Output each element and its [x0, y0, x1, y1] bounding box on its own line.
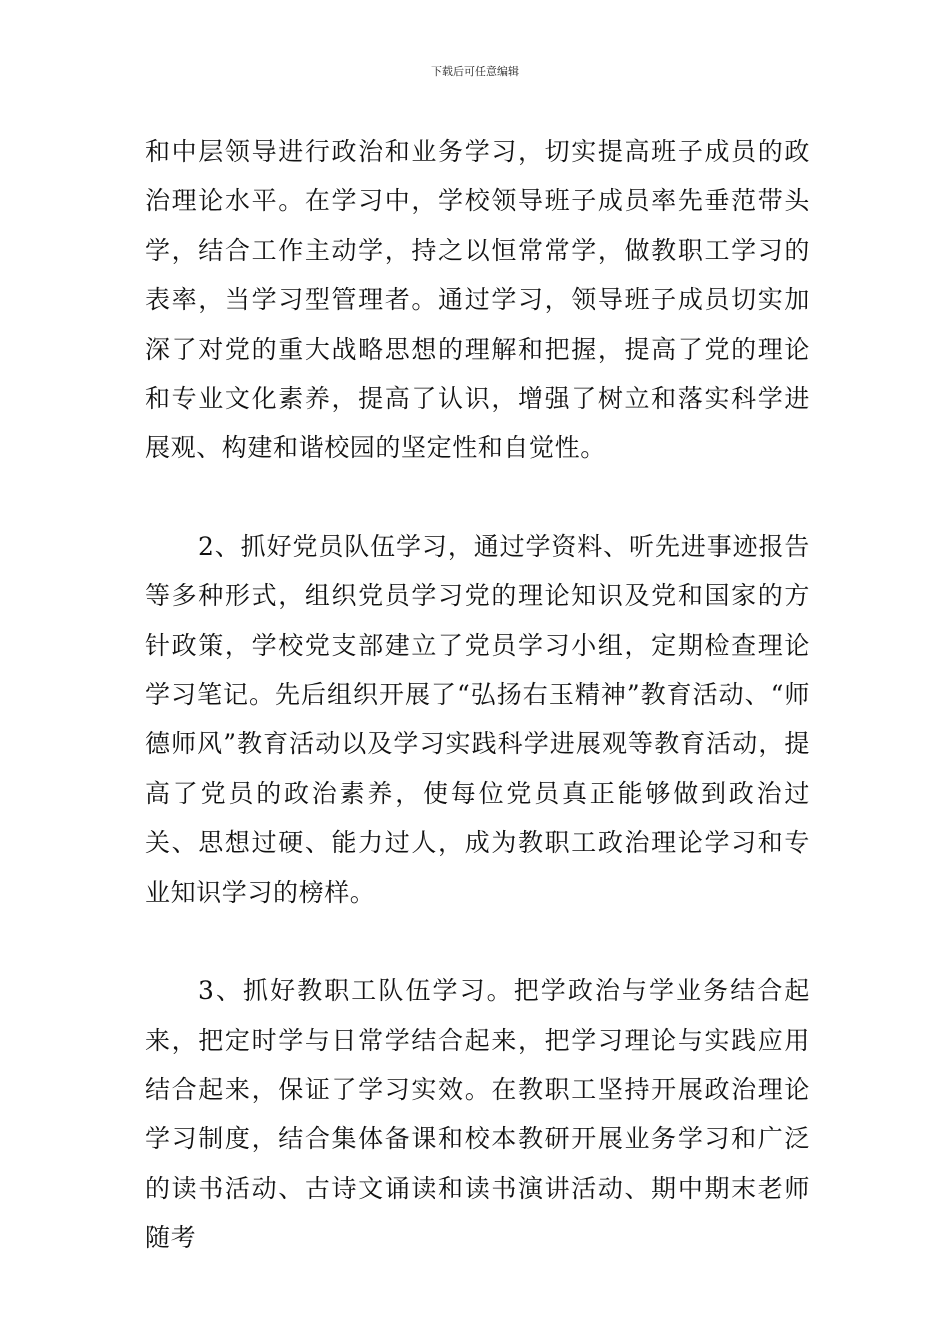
document-body: [145, 127, 810, 1263]
paragraph-continuation: 和中层领导进行政治和业务学习，切实提高班子成员的政治理论水平。在学习中，学校领导班子成员率先垂范带头学，结合工作主动学，持之以恒常常学，做教职工学习的表率，当学习型管理者。通过学习，领导班子成员切实加深了对党的重大战略思想的理解和把握，提高了党的理论和专业文化素养，提高了认识，增强了树立和落实科学进展观、构建和谐校园的坚定性和自觉性。: [145, 137, 810, 463]
paragraph-party-members-study: 2、抓好党员队伍学习，通过学资料、听先进事迹报告等多种形式，组织党员学习党的理论知识及党和国家的方针政策，学校党支部建立了党员学习小组，定期检查理论学习笔记。先后组织开展了“弘扬右玉精神”教育活动、“师德师风”教育活动以及学习实践科学进展观等教育活动，提高了党员的政治素养，使每位党员真正能够做到政治过关、思想过硬、能力过人，成为教职工政治理论学习和专业知识学习的榜样。: [145, 531, 810, 907]
paragraph-staff-study: 3、抓好教职工队伍学习。把学政治与学业务结合起来，把定时学与日常学结合起来，把学习理论与实践应用结合起来，保证了学习实效。在教职工坚持开展政治理论学习制度，结合集体备课和校本教研开展业务学习和广泛的读书活动、古诗文诵读和读书演讲活动、期中期末老师随考: [145, 976, 810, 1253]
page-header-note: 下载后可任意编辑: [431, 65, 519, 78]
